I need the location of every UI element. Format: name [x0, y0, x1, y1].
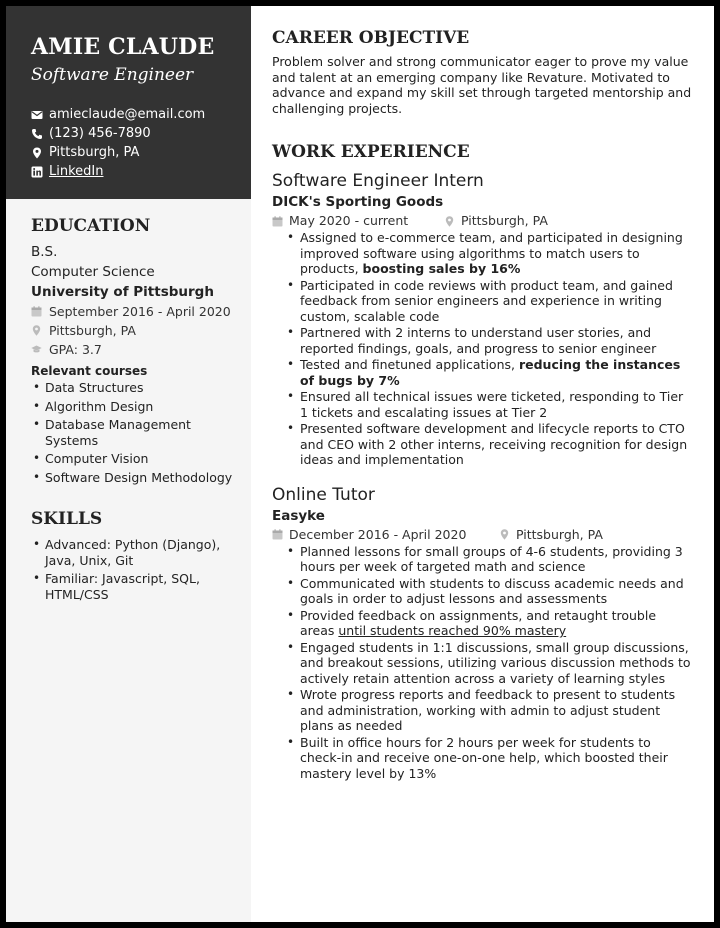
job-bullet	[300, 389, 692, 420]
map-pin-icon	[499, 529, 510, 540]
job-bullet	[300, 576, 692, 607]
job-entry	[272, 170, 692, 468]
bullet-text: Ensured all technical issues were ticketed, responding to Tier 1 tickets and escalating issues at Tier 2	[300, 389, 684, 420]
bullet-highlight: until students reached 90% mastery	[338, 623, 567, 638]
job-bullet	[300, 608, 692, 639]
email-text: amieclaude@email.com	[49, 107, 206, 122]
objective-section	[272, 28, 692, 116]
course-item: • Software Design Methodology	[45, 470, 243, 486]
degree: B.S.	[31, 244, 58, 260]
gpa-text: GPA: 3.7	[49, 342, 102, 357]
job-bullet	[300, 278, 692, 325]
map-pin-icon	[31, 147, 43, 159]
calendar-icon	[272, 529, 283, 540]
courses-heading: Relevant courses	[31, 364, 148, 378]
courses-list	[31, 380, 243, 485]
contact-location	[31, 143, 246, 162]
objective-text: Problem solver and strong communicator eager to prove my value and talent at an emerging company like Revature. Motivated to advance and expand my skill set through targeted mentorship and challenging projects.	[272, 54, 692, 116]
location-text: Pittsburgh, PA	[49, 145, 140, 160]
major: Computer Science	[31, 264, 155, 280]
job-bullets	[272, 230, 692, 468]
linkedin-icon	[31, 166, 43, 178]
contact-linkedin[interactable]	[31, 162, 246, 181]
contact-list	[31, 105, 246, 181]
job-bullet	[300, 421, 692, 468]
experience-heading: WORK EXPERIENCE	[272, 142, 470, 162]
phone-icon	[31, 128, 43, 140]
company-name: DICK's Sporting Goods	[272, 194, 444, 210]
skill-item: • Advanced: Python (Django), Java, Unix, Git	[45, 537, 243, 568]
bullet-text: Assigned to e-commerce team, and participated in designing improved software using algorithms to match users to products,	[300, 230, 683, 276]
course-item: • Computer Vision	[45, 451, 243, 467]
bullet-text: Presented software development and lifecycle reports to CTO and CEO with 2 other interns, receiving recognition for design ideas and implementation	[300, 421, 688, 467]
skills-heading: SKILLS	[31, 509, 103, 529]
bullet-text: Communicated with students to discuss academic needs and goals in order to adjust lessons and assessments	[300, 575, 684, 606]
education-heading: EDUCATION	[31, 216, 151, 236]
contact-phone[interactable]	[31, 124, 246, 143]
skills-section	[31, 509, 243, 605]
course-item: • Algorithm Design	[45, 399, 243, 415]
education-location-text: Pittsburgh, PA	[49, 323, 136, 338]
skills-list	[31, 537, 243, 602]
school-name: University of Pittsburgh	[31, 284, 214, 300]
bullet-text: Participated in code reviews with product team, and gained feedback from senior engineers and experience in writing custom, scalable code	[300, 277, 673, 324]
job-location-text: Pittsburgh, PA	[461, 213, 548, 228]
bullet-text: Built in office hours for 2 hours per week for students to check-in and receive one-on-one help, which boosted their mastery level by 13%	[300, 734, 668, 781]
bullet-text: Partnered with 2 interns to understand user stories, and reported findings, goals, and progress to senior engineer	[300, 325, 657, 356]
linkedin-link[interactable]: LinkedIn	[49, 164, 104, 179]
bullet-text: Engaged students in 1:1 discussions, small group discussions, and breakout sessions, utilizing various discussion methods to actively retain attention across a variety of learning styles	[300, 639, 691, 686]
gpa	[31, 340, 243, 359]
bullet-text: Tested and finetuned applications,	[300, 357, 519, 372]
course-item: • Data Structures	[45, 380, 243, 396]
graduation-cap-icon	[31, 344, 42, 355]
job-bullet	[300, 640, 692, 687]
envelope-icon	[31, 109, 43, 121]
company-name: Easyke	[272, 507, 325, 524]
candidate-name: AMIE CLAUDE	[31, 34, 215, 60]
job-bullet	[300, 325, 692, 356]
experience-section	[272, 142, 692, 781]
candidate-title: Software Engineer	[31, 65, 194, 85]
bullet-text: Wrote progress reports and feedback to present to students and administration, working with admin to adjust student plans as needed	[300, 687, 676, 733]
education-location	[31, 321, 243, 340]
job-title: Online Tutor	[272, 484, 375, 505]
map-pin-icon	[31, 325, 42, 336]
resume-page	[6, 6, 714, 922]
job-dates	[272, 212, 444, 230]
sidebar	[6, 6, 251, 922]
header-block	[6, 6, 251, 199]
job-bullets	[272, 544, 692, 782]
job-bullet	[300, 230, 692, 277]
education-dates	[31, 302, 243, 321]
job-meta	[272, 212, 692, 230]
map-pin-icon	[444, 216, 455, 227]
job-bullet	[300, 687, 692, 734]
calendar-icon	[272, 216, 283, 227]
job-entry	[272, 484, 692, 782]
job-location	[499, 526, 603, 544]
job-meta	[272, 526, 692, 544]
job-location-text: Pittsburgh, PA	[516, 526, 603, 542]
bullet-text: Planned lessons for small groups of 4-6 students, providing 3 hours per week of targeted math and science	[300, 543, 683, 574]
calendar-icon	[31, 306, 42, 317]
job-title: Software Engineer Intern	[272, 171, 484, 191]
contact-email[interactable]	[31, 105, 246, 124]
bullet-highlight: reducing the instances of bugs by 7%	[300, 357, 681, 388]
bullet-highlight: boosting sales by 16%	[362, 261, 521, 276]
job-dates	[272, 526, 499, 544]
education-dates-text: September 2016 - April 2020	[49, 304, 231, 319]
course-item: • Database Management Systems	[45, 417, 243, 448]
skill-item: • Familiar: Javascript, SQL, HTML/CSS	[45, 571, 243, 602]
job-bullet	[300, 544, 692, 575]
main-content	[272, 28, 692, 782]
job-bullet	[300, 735, 692, 782]
education-section	[31, 216, 243, 488]
job-bullet	[300, 357, 692, 388]
job-location	[444, 212, 548, 230]
phone-text: (123) 456-7890	[49, 126, 151, 141]
bullet-text: Provided feedback on assignments, and retaught trouble areas	[300, 607, 657, 638]
job-dates-text: May 2020 - current	[289, 213, 409, 228]
job-dates-text: December 2016 - April 2020	[289, 526, 467, 542]
objective-heading: CAREER OBJECTIVE	[272, 28, 470, 48]
